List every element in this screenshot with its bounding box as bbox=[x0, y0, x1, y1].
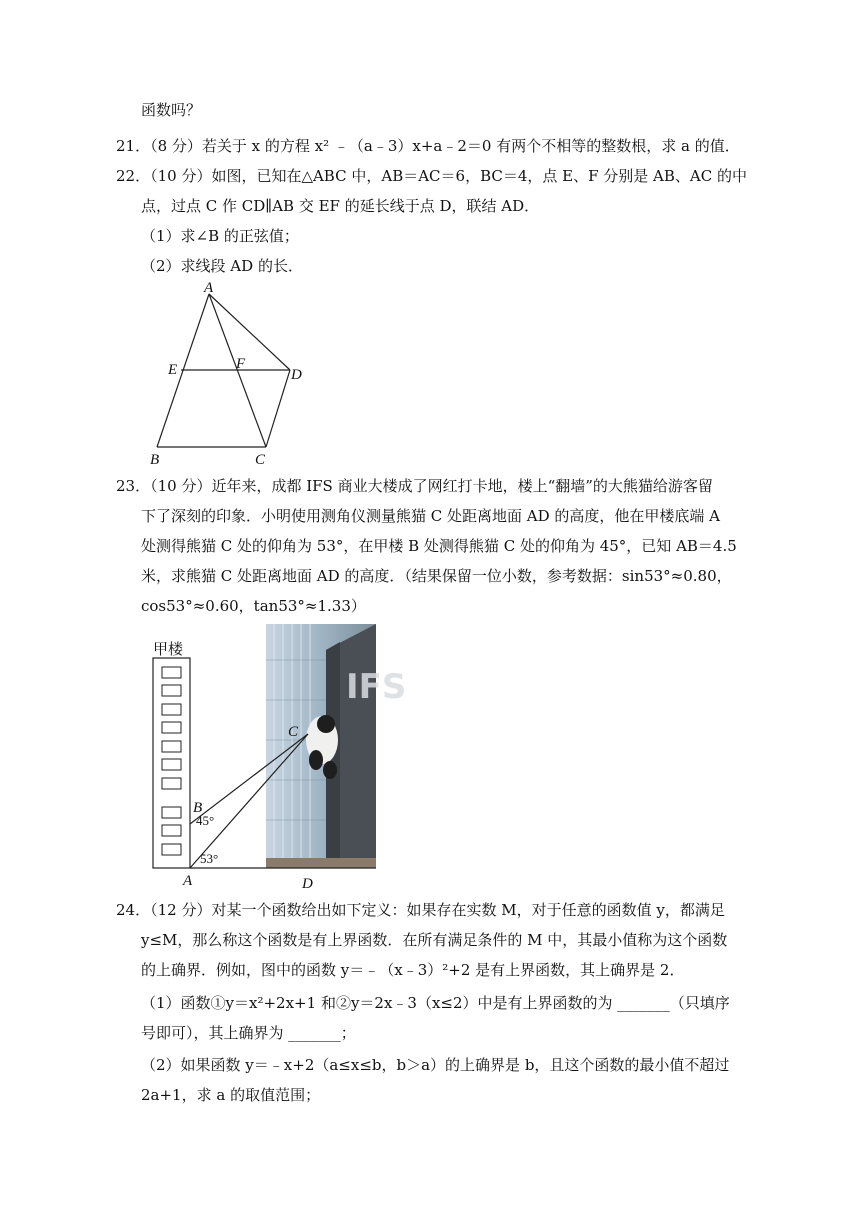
question-23-line1: 23．（10 分）近年来，成都 IFS 商业大楼成了网红打卡地，楼上“翻墙”的大熊猫给游客留 bbox=[116, 477, 713, 495]
label-a: A bbox=[183, 873, 193, 889]
question-24-part1-line1: （1）函数①y＝x²+2x+1 和②y＝2x﹣3（x≤2）中是有上界函数的为 _______（只填序 bbox=[141, 994, 730, 1012]
label-b: B bbox=[150, 452, 160, 468]
question-22-part1: （1）求∠B 的正弦值； bbox=[141, 227, 299, 245]
angle-45-label: 45° bbox=[196, 813, 215, 828]
triangle-figure bbox=[140, 276, 320, 468]
photo bbox=[266, 624, 406, 868]
question-24-line1: 24．（12 分）对某一个函数给出如下定义：如果存在实数 M，对于任意的函数值 y，都满足 bbox=[116, 901, 725, 919]
question-24-part2-line2: 2a+1，求 a 的取值范围； bbox=[141, 1086, 321, 1104]
text-line: 函数吗？ bbox=[141, 101, 202, 119]
angle-53-label: 53° bbox=[200, 851, 219, 866]
segment-cd bbox=[266, 370, 290, 447]
question-23-line5: cos53°≈0.60，tan53°≈1.33） bbox=[141, 597, 366, 615]
building-figure bbox=[140, 620, 407, 892]
building-windows bbox=[162, 667, 181, 855]
building-label: 甲楼 bbox=[153, 640, 184, 658]
label-e: E bbox=[168, 362, 178, 378]
label-d: D bbox=[302, 876, 313, 892]
question-22-part2: （2）求线段 AD 的长． bbox=[141, 257, 303, 275]
question-24-part1-line2: 号即可），其上确界为 _______； bbox=[141, 1024, 356, 1042]
question-24-line3: 的上确界．例如，图中的函数 y＝﹣（x﹣3）²+2 是有上界函数，其上确界是 2． bbox=[141, 961, 685, 979]
label-d: D bbox=[291, 367, 302, 383]
question-23-line3: 处测得熊猫 C 处的仰角为 53°，在甲楼 B 处测得熊猫 C 处的仰角为 45°，已知 AB＝4.5 bbox=[141, 537, 737, 555]
question-23-line4: 米，求熊猫 C 处距离地面 AD 的高度．（结果保留一位小数，参考数据：sin53°≈0.80， bbox=[141, 567, 732, 585]
question-24-line2: y≤M，那么称这个函数是有上界函数．在所有满足条件的 M 中，其最小值称为这个函数 bbox=[141, 931, 728, 949]
label-f: F bbox=[236, 356, 246, 372]
question-23-line2: 下了深刻的印象．小明使用测角仪测量熊猫 C 处距离地面 AD 的高度，他在甲楼底端 A bbox=[141, 507, 721, 525]
label-c: C bbox=[255, 452, 266, 468]
question-24-part2-line1: （2）如果函数 y＝﹣x+2（a≤x≤b，b＞a）的上确界是 b，且这个函数的最小值不超过 bbox=[141, 1056, 730, 1074]
label-a: A bbox=[204, 280, 214, 296]
segment-ad bbox=[209, 294, 290, 370]
question-22-line2: 点，过点 C 作 CD∥AB 交 EF 的延长线于点 D，联结 AD． bbox=[141, 197, 540, 215]
label-b: B bbox=[193, 800, 203, 816]
label-c: C bbox=[288, 724, 299, 740]
question-21: 21．（8 分）若关于 x 的方程 x² ﹣（a﹣3）x+a﹣2＝0 有两个不相等的整数根，求 a 的值． bbox=[116, 137, 740, 155]
question-22-line1: 22．（10 分）如图，已知在△ABC 中，AB＝AC＝6，BC＝4，点 E、F 分别是 AB、AC 的中 bbox=[116, 167, 747, 185]
svg-text:IFS: IFS bbox=[346, 667, 407, 707]
